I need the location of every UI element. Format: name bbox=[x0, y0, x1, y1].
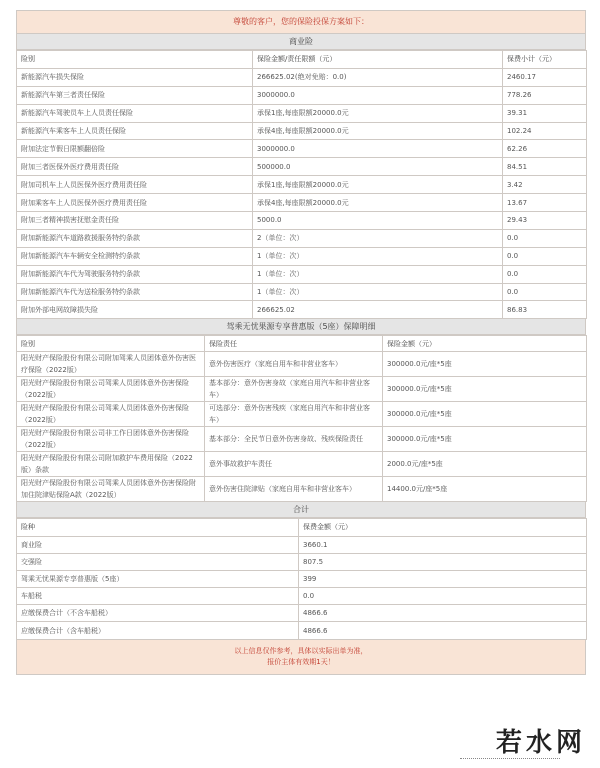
table-cell: 附加三者精神损害抚慰金责任险 bbox=[17, 212, 253, 230]
table-row bbox=[17, 553, 587, 570]
table-cell: 1（单位：次） bbox=[253, 247, 503, 265]
column-header: 保费金额（元） bbox=[299, 519, 587, 536]
table-row bbox=[17, 86, 587, 104]
table-row bbox=[17, 158, 587, 176]
table-cell: 基本部分：全民节日意外伤害身故、残疾保险责任 bbox=[205, 427, 383, 452]
table-row bbox=[17, 176, 587, 194]
table-cell: 84.51 bbox=[503, 158, 587, 176]
table-cell: 新能源汽车损失保险 bbox=[17, 68, 253, 86]
table-cell: 1（单位：次） bbox=[253, 265, 503, 283]
disclaimer-footer bbox=[16, 640, 586, 675]
watermark-underline bbox=[460, 758, 560, 765]
table-cell: 承保1座,每座限额20000.0元 bbox=[253, 104, 503, 122]
table-cell: 附加乘客车上人员医保外医疗费用责任险 bbox=[17, 194, 253, 212]
table-cell: 0.0 bbox=[503, 247, 587, 265]
column-header: 险种 bbox=[17, 519, 299, 536]
table-cell: 0.0 bbox=[503, 265, 587, 283]
table-cell: 附加新能源汽车代为送检服务特约条款 bbox=[17, 283, 253, 301]
table-cell: 附加新能源汽车代为驾驶服务特约条款 bbox=[17, 265, 253, 283]
table-cell: 承保1座,每座限额20000.0元 bbox=[253, 176, 503, 194]
table-cell: 102.24 bbox=[503, 122, 587, 140]
table-row bbox=[17, 588, 587, 605]
column-header: 保费小计（元） bbox=[503, 51, 587, 69]
watermark-logo: 若水网 bbox=[495, 728, 586, 758]
table-header-row bbox=[17, 519, 587, 536]
accident-table bbox=[16, 335, 587, 502]
table-cell: 应缴保费合计（不含车船税） bbox=[17, 605, 299, 622]
total-section-title: 合计 bbox=[16, 502, 586, 518]
table-cell: 商业险 bbox=[17, 536, 299, 553]
table-cell: 附加外部电网故障损失险 bbox=[17, 301, 253, 319]
table-cell: 5000.0 bbox=[253, 212, 503, 230]
table-row bbox=[17, 122, 587, 140]
table-row bbox=[17, 427, 587, 452]
table-cell: 附加法定节假日限额翻倍险 bbox=[17, 140, 253, 158]
table-cell: 1（单位：次） bbox=[253, 283, 503, 301]
total-table bbox=[16, 518, 587, 639]
table-row bbox=[17, 247, 587, 265]
table-cell: 阳光财产保险股份有限公司非工作日团体意外伤害保险（2022版） bbox=[17, 427, 205, 452]
table-cell: 基本部分：意外伤害身故（家庭自用汽车和非营业客车） bbox=[205, 377, 383, 402]
table-row bbox=[17, 477, 587, 502]
table-cell: 承保4座,每座限额20000.0元 bbox=[253, 194, 503, 212]
table-cell: 300000.0元/座*5座 bbox=[383, 427, 587, 452]
table-cell: 3000000.0 bbox=[253, 140, 503, 158]
table-cell: 4866.6 bbox=[299, 622, 587, 639]
table-cell: 0.0 bbox=[503, 283, 587, 301]
table-cell: 39.31 bbox=[503, 104, 587, 122]
table-cell: 附加三者医保外医疗费用责任险 bbox=[17, 158, 253, 176]
table-cell: 86.83 bbox=[503, 301, 587, 319]
table-cell: 承保4座,每座限额20000.0元 bbox=[253, 122, 503, 140]
table-cell: 0.0 bbox=[299, 588, 587, 605]
table-header-row bbox=[17, 336, 587, 352]
table-cell: 车船税 bbox=[17, 588, 299, 605]
table-cell: 新能源汽车第三者责任保险 bbox=[17, 86, 253, 104]
table-row bbox=[17, 377, 587, 402]
commercial-section-title: 商业险 bbox=[16, 34, 586, 50]
column-header: 险别 bbox=[17, 336, 205, 352]
table-cell: 3.42 bbox=[503, 176, 587, 194]
table-cell: 附加新能源汽车道路救援服务特约条款 bbox=[17, 229, 253, 247]
table-cell: 500000.0 bbox=[253, 158, 503, 176]
quote-document bbox=[16, 10, 586, 675]
column-header: 保险责任 bbox=[205, 336, 383, 352]
table-cell: 266625.02 bbox=[253, 301, 503, 319]
table-cell: 778.26 bbox=[503, 86, 587, 104]
table-cell: 13.67 bbox=[503, 194, 587, 212]
table-cell: 2000.0元/座*5座 bbox=[383, 452, 587, 477]
column-header: 险别 bbox=[17, 51, 253, 69]
table-cell: 阳光财产保险股份有限公司驾乘人员团体意外伤害保险（2022版） bbox=[17, 402, 205, 427]
column-header: 保险金额/责任限额（元） bbox=[253, 51, 503, 69]
table-cell: 2（单位：次） bbox=[253, 229, 503, 247]
table-row bbox=[17, 452, 587, 477]
table-cell: 阳光财产保险股份有限公司驾乘人员团体意外伤害保险（2022版） bbox=[17, 377, 205, 402]
column-header: 保险金额（元） bbox=[383, 336, 587, 352]
table-row bbox=[17, 605, 587, 622]
disclaimer-line: 以上信息仅作参考，具体以实际出单为准， bbox=[234, 646, 368, 655]
table-cell: 意外事故救护车责任 bbox=[205, 452, 383, 477]
table-cell: 3000000.0 bbox=[253, 86, 503, 104]
table-row bbox=[17, 570, 587, 587]
table-row bbox=[17, 402, 587, 427]
commercial-table bbox=[16, 50, 587, 319]
table-cell: 14400.0元/座*5座 bbox=[383, 477, 587, 502]
table-cell: 附加司机车上人员医保外医疗费用责任险 bbox=[17, 176, 253, 194]
table-cell: 阳光财产保险股份有限公司附加救护车费用保险（2022版）条款 bbox=[17, 452, 205, 477]
disclaimer-line: 报价主体有效期1天！ bbox=[267, 657, 335, 666]
table-cell: 300000.0元/座*5座 bbox=[383, 377, 587, 402]
greeting-banner: 尊敬的客户，您的保险投保方案如下： bbox=[16, 10, 586, 34]
table-row bbox=[17, 212, 587, 230]
table-cell: 附加新能源汽车车辆安全检测特约条款 bbox=[17, 247, 253, 265]
table-cell: 驾乘无忧果源专享普惠版（5座） bbox=[17, 570, 299, 587]
table-cell: 300000.0元/座*5座 bbox=[383, 402, 587, 427]
table-cell: 399 bbox=[299, 570, 587, 587]
accident-section-title: 驾乘无忧果源专享普惠版（5座）保障明细 bbox=[16, 319, 586, 335]
table-row bbox=[17, 265, 587, 283]
table-cell: 2460.17 bbox=[503, 68, 587, 86]
table-row bbox=[17, 622, 587, 639]
table-cell: 266625.02(绝对免赔：0.0) bbox=[253, 68, 503, 86]
table-cell: 新能源汽车乘客车上人员责任保险 bbox=[17, 122, 253, 140]
table-row bbox=[17, 194, 587, 212]
table-cell: 阳光财产保险股份有限公司附加驾乘人员团体意外伤害医疗保险（2022版） bbox=[17, 352, 205, 377]
table-cell: 807.5 bbox=[299, 553, 587, 570]
table-row bbox=[17, 104, 587, 122]
table-row bbox=[17, 283, 587, 301]
table-cell: 可选部分：意外伤害残疾（家庭自用汽车和非营业客车） bbox=[205, 402, 383, 427]
table-cell: 300000.0元/座*5座 bbox=[383, 352, 587, 377]
table-row bbox=[17, 140, 587, 158]
table-row bbox=[17, 68, 587, 86]
table-row bbox=[17, 229, 587, 247]
table-cell: 新能源汽车驾驶员车上人员责任保险 bbox=[17, 104, 253, 122]
table-cell: 4866.6 bbox=[299, 605, 587, 622]
table-cell: 应缴保费合计（含车船税） bbox=[17, 622, 299, 639]
table-cell: 意外伤害医疗（家庭自用车和非营业客车） bbox=[205, 352, 383, 377]
table-row bbox=[17, 301, 587, 319]
table-cell: 29.43 bbox=[503, 212, 587, 230]
table-cell: 意外伤害住院津贴（家庭自用车和非营业客车） bbox=[205, 477, 383, 502]
table-cell: 62.26 bbox=[503, 140, 587, 158]
table-row bbox=[17, 352, 587, 377]
table-cell: 3660.1 bbox=[299, 536, 587, 553]
table-header-row bbox=[17, 51, 587, 69]
table-row bbox=[17, 536, 587, 553]
table-cell: 交强险 bbox=[17, 553, 299, 570]
table-cell: 0.0 bbox=[503, 229, 587, 247]
table-cell: 阳光财产保险股份有限公司驾乘人员团体意外伤害保险附加住院津贴保险A款（2022版） bbox=[17, 477, 205, 502]
